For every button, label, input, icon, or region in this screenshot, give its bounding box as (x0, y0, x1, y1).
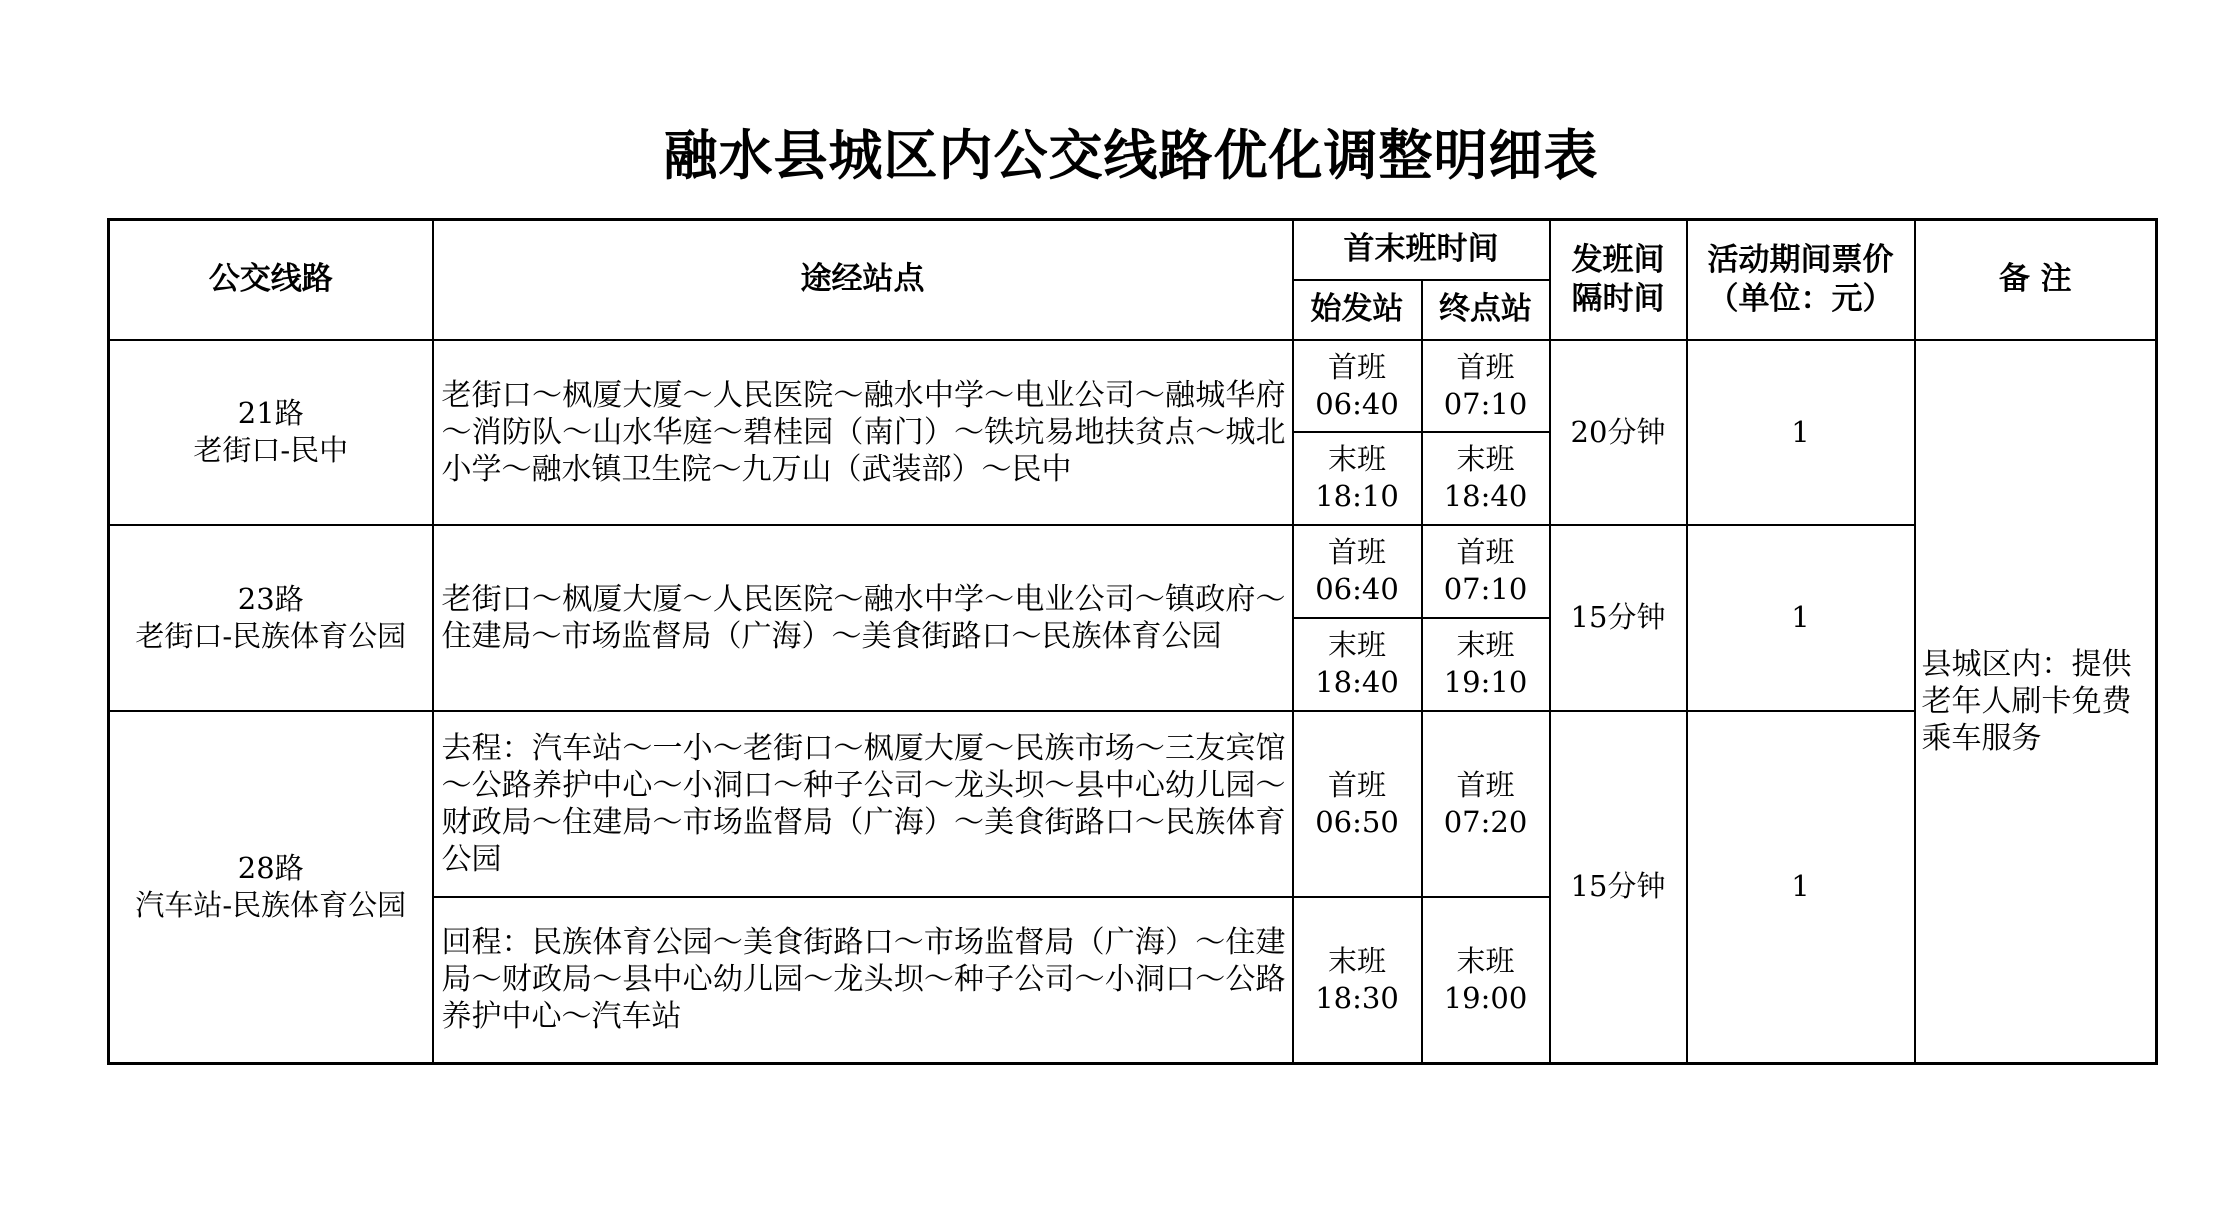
route-number: 28路 (237, 850, 304, 885)
interval-cell: 20分钟 (1550, 340, 1687, 525)
last-bus-start-time: 18:40 (1315, 665, 1399, 699)
first-bus-start-time: 06:40 (1315, 572, 1399, 606)
route-name: 老街口-民族体育公园 (135, 618, 407, 653)
table-row (109, 525, 2157, 618)
document-title: 融水县城区内公交线路优化调整明细表 (663, 123, 1599, 187)
route-number: 21路 (237, 396, 304, 430)
last-bus-end-cell (1422, 618, 1550, 711)
header-remark: 备 注 (1915, 220, 2157, 340)
header-fare-line-1: 活动期间票价 (1707, 241, 1894, 278)
header-fare (1687, 220, 1915, 340)
stations-cell: 老街口～枫厦大厦～人民医院～融水中学～电业公司～镇政府～住建局～市场监督局（广海）～美食街路口～民族体育公园 (433, 525, 1293, 711)
header-interval (1550, 220, 1687, 340)
table-row (109, 340, 2157, 432)
header-interval-line-2: 隔时间 (1571, 280, 1665, 317)
last-bus-label: 末班 (1456, 628, 1515, 662)
first-bus-label: 首班 (1456, 767, 1515, 802)
table-row (109, 711, 2157, 897)
last-bus-end-cell (1422, 432, 1550, 525)
last-bus-label: 末班 (1456, 943, 1515, 978)
last-bus-end-time: 19:00 (1443, 980, 1528, 1015)
route-name: 老街口-民中 (193, 433, 349, 467)
route-name: 汽车站-民族体育公园 (135, 887, 407, 922)
route-number: 23路 (237, 581, 304, 616)
header-first-last-times: 首末班时间 (1293, 220, 1550, 280)
last-bus-start-cell (1293, 432, 1422, 525)
last-bus-label: 末班 (1327, 628, 1386, 662)
first-bus-label: 首班 (1327, 767, 1386, 802)
first-bus-label: 首班 (1327, 535, 1386, 569)
stations-outbound-cell: 去程：汽车站～一小～老街口～枫厦大厦～民族市场～三友宾馆～公路养护中心～小洞口～种子公司～龙头坝～县中心幼儿园～财政局～住建局～市场监督局（广海）～美食街路口～民族体育公园 (433, 711, 1293, 897)
last-bus-end-time: 19:10 (1443, 665, 1528, 699)
last-bus-start-cell (1293, 618, 1422, 711)
first-bus-label: 首班 (1456, 349, 1515, 384)
first-bus-end-time: 07:10 (1443, 572, 1528, 606)
stations-cell: 老街口～枫厦大厦～人民医院～融水中学～电业公司～融城华府～消防队～山水华庭～碧桂园（南门）～铁坑易地扶贫点～城北小学～融水镇卫生院～九万山（武装部）～民中 (433, 340, 1293, 525)
last-bus-start-cell (1293, 897, 1422, 1064)
header-interval-line-1: 发班间 (1571, 241, 1665, 278)
first-bus-end-time: 07:20 (1443, 804, 1528, 839)
bus-route-table (107, 218, 2158, 1065)
first-bus-start-cell (1293, 525, 1422, 618)
header-route: 公交线路 (109, 220, 433, 340)
fare-cell: 1 (1687, 525, 1915, 711)
route-cell (109, 711, 433, 1064)
first-bus-end-cell (1422, 711, 1550, 897)
first-bus-label: 首班 (1456, 535, 1515, 569)
first-bus-start-cell (1293, 340, 1422, 432)
first-bus-start-time: 06:50 (1315, 804, 1399, 839)
remark-cell: 县城区内：提供老年人刷卡免费乘车服务 (1915, 340, 2157, 1064)
last-bus-label: 末班 (1327, 943, 1386, 978)
interval-cell: 15分钟 (1550, 711, 1687, 1064)
header-fare-line-2: （单位：元） (1707, 280, 1894, 317)
first-bus-end-cell (1422, 525, 1550, 618)
header-start-station: 始发站 (1293, 280, 1422, 340)
last-bus-label: 末班 (1327, 442, 1386, 476)
stations-return-cell: 回程：民族体育公园～美食街路口～市场监督局（广海）～住建局～财政局～县中心幼儿园～龙头坝～种子公司～小洞口～公路养护中心～汽车站 (433, 897, 1293, 1064)
fare-cell: 1 (1687, 711, 1915, 1064)
header-stations: 途经站点 (433, 220, 1293, 340)
last-bus-start-time: 18:10 (1315, 479, 1399, 513)
first-bus-end-time: 07:10 (1443, 386, 1528, 421)
header-row (109, 220, 2157, 280)
last-bus-end-cell (1422, 897, 1550, 1064)
first-bus-label: 首班 (1327, 349, 1386, 384)
last-bus-end-time: 18:40 (1443, 479, 1528, 513)
last-bus-label: 末班 (1456, 442, 1515, 476)
last-bus-start-time: 18:30 (1315, 980, 1399, 1015)
first-bus-start-cell (1293, 711, 1422, 897)
first-bus-start-time: 06:40 (1315, 386, 1399, 421)
interval-cell: 15分钟 (1550, 525, 1687, 711)
header-end-station: 终点站 (1422, 280, 1550, 340)
first-bus-end-cell (1422, 340, 1550, 432)
route-cell (109, 340, 433, 525)
fare-cell: 1 (1687, 340, 1915, 525)
route-cell (109, 525, 433, 711)
